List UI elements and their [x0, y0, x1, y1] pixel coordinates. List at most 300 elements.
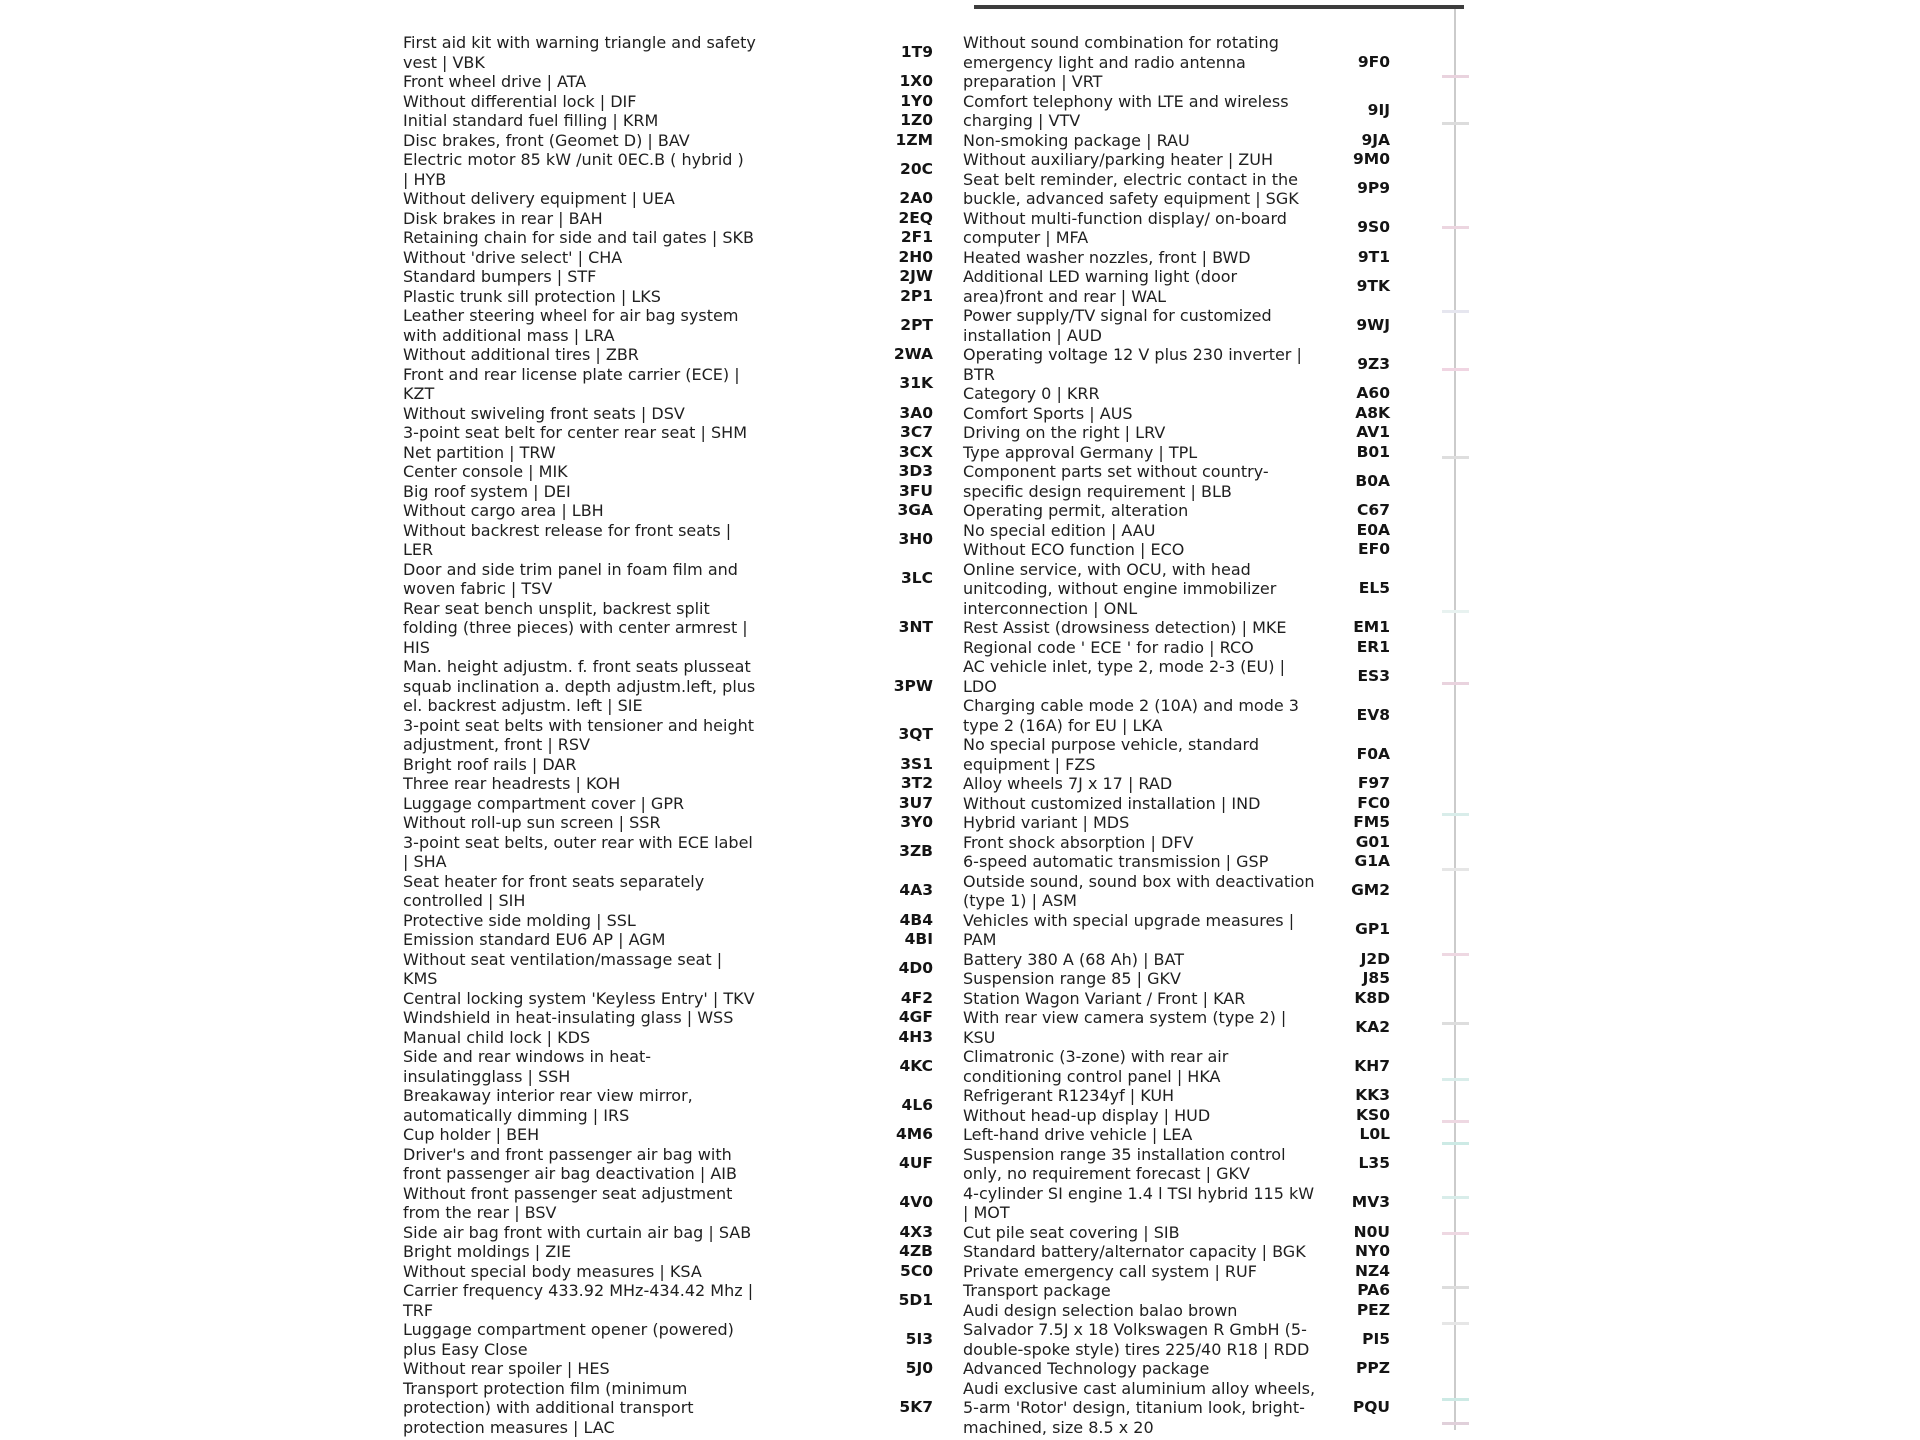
option-description-line: woven fabric | TSV	[403, 579, 553, 598]
option-description-line: Manual child lock | KDS	[403, 1027, 591, 1047]
option-code: KK3	[1355, 1086, 1390, 1104]
option-code: 5D1	[898, 1290, 933, 1309]
option-description-line: Power supply/TV signal for customized	[963, 306, 1272, 325]
option-description	[403, 150, 887, 189]
option-description-line: Standard battery/alternator capacity | BGK	[963, 1242, 1306, 1261]
option-description-line: | MOT	[963, 1203, 1010, 1222]
option-description-line: Protective side molding | SSL	[403, 910, 636, 930]
option-description	[963, 1145, 1351, 1184]
option-description-line: Audi exclusive cast aluminium alloy wheels,	[963, 1378, 1316, 1398]
option-description	[403, 131, 887, 151]
option-row	[403, 72, 933, 92]
option-description	[963, 1086, 1351, 1106]
option-code: 20C	[900, 159, 933, 178]
option-description-line: Man. height adjustm. f. front seats plusseat	[403, 657, 751, 676]
option-description-line: Component parts set without country-	[963, 462, 1269, 481]
option-code: K8D	[1354, 988, 1390, 1007]
option-code: F97	[1357, 774, 1390, 792]
option-row	[963, 1359, 1390, 1379]
option-description-line: Heated washer nozzles, front | BWD	[963, 247, 1251, 267]
option-description-line: Seat belt reminder, electric contact in the	[963, 169, 1298, 189]
option-description-line: LER	[403, 540, 434, 559]
option-description	[403, 1242, 887, 1262]
option-description-line: Without cargo area | LBH	[403, 501, 604, 520]
option-description-line: No special edition | AAU	[963, 520, 1156, 540]
option-row	[963, 618, 1390, 638]
option-description	[403, 501, 887, 521]
option-row	[963, 423, 1390, 443]
option-description-line: Windshield in heat-insulating glass | WSS	[403, 1008, 734, 1027]
option-code: EF0	[1358, 540, 1390, 558]
option-row	[403, 482, 933, 502]
option-description-line: Operating voltage 12 V plus 230 inverter |	[963, 345, 1302, 364]
option-row	[963, 92, 1390, 131]
option-description-line: area)front and rear | WAL	[963, 286, 1167, 306]
option-description-line: adjustment, front | RSV	[403, 735, 591, 754]
option-code: 9WJ	[1356, 315, 1390, 334]
option-description-line: Cut pile seat covering | SIB	[963, 1222, 1180, 1242]
option-description-line: automatically dimming | IRS	[403, 1105, 630, 1125]
edge-tick	[1442, 1142, 1469, 1145]
option-code: AV1	[1356, 423, 1390, 441]
option-description	[963, 950, 1351, 970]
option-description-line: controlled | SIH	[403, 891, 526, 910]
option-code: 4M6	[896, 1125, 933, 1143]
option-description	[403, 813, 887, 833]
option-row	[963, 696, 1390, 735]
option-code: L0L	[1359, 1125, 1390, 1143]
option-row	[403, 716, 933, 755]
option-code: 3D3	[898, 462, 933, 480]
option-description	[963, 540, 1351, 560]
edge-tick	[1442, 868, 1469, 871]
option-row	[963, 794, 1390, 814]
option-description-line: Salvador 7.5J x 18 Volkswagen R GmbH (5-	[963, 1320, 1307, 1339]
option-description	[403, 1047, 887, 1086]
option-description	[963, 1223, 1351, 1243]
option-description-line: preparation | VRT	[963, 72, 1103, 91]
option-description	[403, 423, 887, 443]
option-row	[963, 462, 1390, 501]
option-description	[403, 950, 887, 989]
option-description-line: Hybrid variant | MDS	[963, 813, 1130, 832]
option-description-line: Alloy wheels 7J x 17 | RAD	[963, 774, 1173, 793]
option-description	[963, 852, 1351, 872]
option-code: EM1	[1353, 618, 1390, 636]
option-description-line: Operating permit, alteration	[963, 501, 1189, 520]
option-description-line: Left-hand drive vehicle | LEA	[963, 1125, 1193, 1144]
option-description-line: KZT	[403, 384, 435, 403]
option-description-line: Advanced Technology package	[963, 1359, 1210, 1378]
option-description	[403, 267, 887, 287]
option-description	[403, 443, 887, 463]
option-row	[403, 833, 933, 872]
option-description-line: el. backrest adjustm. left | SIE	[403, 696, 643, 715]
option-code: NZ4	[1355, 1261, 1390, 1280]
page-edge-line	[1454, 9, 1456, 1430]
option-description	[403, 911, 887, 931]
option-row	[403, 228, 933, 248]
option-description	[963, 813, 1351, 833]
option-description	[963, 969, 1351, 989]
option-description	[403, 33, 887, 72]
option-description-line: charging | VTV	[963, 111, 1081, 130]
option-code: 1X0	[899, 72, 933, 90]
option-description-line: 4-cylinder SI engine 1.4 l TSI hybrid 115 kW	[963, 1183, 1315, 1203]
option-description	[403, 716, 887, 755]
option-row	[963, 774, 1390, 794]
option-description-line: Front and rear license plate carrier (ECE) |	[403, 364, 740, 384]
option-description-line: Without head-up display | HUD	[963, 1105, 1211, 1125]
option-code: FM5	[1353, 813, 1390, 831]
option-description-line: Center console | MIK	[403, 462, 568, 481]
option-description-line: double-spoke style) tires 225/40 R18 | RDD	[963, 1339, 1310, 1359]
edge-tick	[1442, 1232, 1469, 1235]
option-description-line: Without 'drive select' | CHA	[403, 247, 623, 267]
option-description-line: Driver's and front passenger air bag with	[403, 1144, 732, 1164]
option-row	[403, 365, 933, 404]
option-row	[963, 1320, 1390, 1359]
option-description	[403, 1028, 887, 1048]
option-row	[963, 852, 1390, 872]
option-code: 3S1	[900, 754, 933, 773]
option-description-line: No special purpose vehicle, standard	[963, 735, 1259, 754]
option-code: 31K	[899, 374, 933, 393]
option-description-line: LDO	[963, 676, 997, 696]
option-description-line: Driving on the right | LRV	[963, 423, 1166, 442]
option-description	[963, 404, 1351, 424]
option-code: 9JA	[1361, 130, 1390, 149]
option-code: 4D0	[898, 959, 933, 978]
option-description-line: Bright roof rails | DAR	[403, 754, 577, 774]
option-code: KA2	[1355, 1017, 1390, 1036]
option-description	[403, 1125, 887, 1145]
option-row	[403, 443, 933, 463]
option-row	[403, 306, 933, 345]
option-description-line: Without additional tires | ZBR	[403, 345, 639, 364]
option-row	[403, 1262, 933, 1282]
option-description-line: specific design requirement | BLB	[963, 481, 1232, 501]
option-description	[963, 1125, 1351, 1145]
option-description	[403, 189, 887, 209]
option-code: L35	[1358, 1154, 1390, 1173]
option-description-line: Plastic trunk sill protection | LKS	[403, 286, 661, 306]
option-row	[963, 989, 1390, 1009]
option-code: 5C0	[900, 1261, 933, 1280]
option-code: 4ZB	[899, 1242, 933, 1260]
option-code: PA6	[1357, 1281, 1390, 1299]
option-code: 3PW	[893, 676, 933, 695]
option-description-line: With rear view camera system (type 2) |	[963, 1008, 1287, 1027]
option-row	[403, 755, 933, 775]
options-column-left	[403, 33, 933, 1437]
option-description-line: machined, size 8.5 x 20	[963, 1417, 1154, 1437]
option-description-line: Station Wagon Variant / Front | KAR	[963, 988, 1246, 1008]
option-description	[963, 92, 1351, 131]
option-code: 4GF	[898, 1008, 933, 1026]
option-description-line: Rear seat bench unsplit, backrest split	[403, 598, 710, 618]
option-description	[963, 1106, 1351, 1126]
option-code: 5I3	[905, 1329, 933, 1348]
option-code: 5J0	[905, 1359, 933, 1377]
option-description-line: Without multi-function display/ on-board	[963, 208, 1287, 228]
edge-tick	[1442, 1398, 1469, 1401]
option-row	[403, 501, 933, 521]
option-row	[403, 131, 933, 151]
option-description-line: Without sound combination for rotating	[963, 33, 1279, 52]
option-code: 2H0	[898, 247, 933, 266]
option-code: KH7	[1354, 1056, 1390, 1075]
option-description	[403, 1008, 887, 1028]
option-code: NY0	[1355, 1242, 1390, 1260]
option-row	[963, 345, 1390, 384]
option-description-line: Without customized installation | IND	[963, 793, 1261, 813]
option-description	[403, 1281, 887, 1320]
option-row	[403, 1223, 933, 1243]
option-row	[403, 92, 933, 112]
option-description-line: Vehicles with special upgrade measures |	[963, 910, 1295, 930]
option-description-line: folding (three pieces) with center armrest |	[403, 618, 748, 637]
option-row	[403, 1320, 933, 1359]
option-row	[403, 521, 933, 560]
option-description	[963, 33, 1351, 92]
option-description-line: Private emergency call system | RUF	[963, 1261, 1257, 1281]
option-description-line: Seat heater for front seats separately	[403, 871, 705, 891]
option-description	[403, 111, 887, 131]
option-description-line: Charging cable mode 2 (10A) and mode 3	[963, 696, 1299, 715]
option-code: PQU	[1352, 1398, 1390, 1416]
option-code: A60	[1356, 384, 1390, 402]
option-code: GM2	[1351, 881, 1390, 900]
option-code: C67	[1357, 501, 1390, 519]
option-row	[963, 1106, 1390, 1126]
option-code: GP1	[1355, 920, 1390, 939]
option-code: 9T1	[1357, 247, 1390, 266]
option-description-line: 3-point seat belts, outer rear with ECE label	[403, 832, 753, 852]
option-code: 3H0	[898, 530, 933, 549]
option-row	[963, 1184, 1390, 1223]
option-description-line: Three rear headrests | KOH	[403, 774, 621, 793]
option-description-line: Without rear spoiler | HES	[403, 1359, 610, 1378]
option-description-line: Type approval Germany | TPL	[963, 442, 1198, 462]
option-row	[403, 989, 933, 1009]
option-description-line: type 2 (16A) for EU | LKA	[963, 715, 1163, 735]
option-description-line: Without differential lock | DIF	[403, 91, 637, 111]
option-description	[403, 1359, 887, 1379]
option-code: 1Z0	[900, 111, 933, 129]
option-row	[403, 1359, 933, 1379]
option-row	[403, 774, 933, 794]
option-description-line: Disk brakes in rear | BAH	[403, 208, 603, 228]
option-row	[963, 209, 1390, 248]
option-row	[403, 345, 933, 365]
option-row	[403, 1242, 933, 1262]
option-description	[963, 989, 1351, 1009]
option-code: 3C7	[900, 423, 933, 441]
option-row	[403, 1379, 933, 1438]
option-description-line: Luggage compartment cover | GPR	[403, 793, 685, 813]
option-description	[403, 560, 887, 599]
option-description-line: Without ECO function | ECO	[963, 540, 1185, 559]
option-description	[403, 248, 887, 268]
option-row	[963, 1008, 1390, 1047]
option-code: 9F0	[1357, 52, 1390, 71]
option-row	[963, 1242, 1390, 1262]
option-code: 4L6	[901, 1095, 933, 1114]
option-row	[403, 248, 933, 268]
option-description-line: Transport package	[963, 1281, 1111, 1300]
option-code: F0A	[1356, 744, 1390, 763]
option-code: E0A	[1356, 520, 1390, 539]
option-description-line: Carrier frequency 433.92 MHz-434.42 Mhz |	[403, 1281, 754, 1300]
option-code: 2A0	[899, 189, 933, 207]
top-rule	[974, 5, 1464, 9]
option-description-line: Emission standard EU6 AP | AGM	[403, 930, 666, 949]
option-description	[403, 872, 887, 911]
option-row	[963, 1047, 1390, 1086]
option-description	[963, 1379, 1351, 1438]
option-row	[403, 33, 933, 72]
option-description-line: vest | VBK	[403, 52, 485, 72]
option-code: 3T2	[900, 774, 933, 792]
option-row	[963, 911, 1390, 950]
option-row	[403, 872, 933, 911]
option-description-line: installation | AUD	[963, 325, 1102, 345]
option-description-line: emergency light and radio antenna	[963, 52, 1246, 72]
option-code: 4F2	[900, 988, 933, 1007]
option-row	[403, 111, 933, 131]
option-code: 3FU	[899, 481, 933, 500]
option-row	[963, 872, 1390, 911]
option-description-line: Without seat ventilation/massage seat |	[403, 949, 723, 969]
option-row	[963, 1301, 1390, 1321]
option-description	[963, 774, 1351, 794]
option-description-line: Front wheel drive | ATA	[403, 72, 587, 91]
option-row	[963, 1086, 1390, 1106]
option-row	[963, 443, 1390, 463]
option-description	[963, 911, 1351, 950]
option-description-line: Category 0 | KRR	[963, 384, 1100, 403]
option-row	[963, 384, 1390, 404]
option-row	[403, 599, 933, 658]
option-description-line: Online service, with OCU, with head	[963, 559, 1251, 579]
option-description-line: Outside sound, sound box with deactivation	[963, 871, 1315, 891]
option-row	[403, 404, 933, 424]
option-description-line: 6-speed automatic transmission | GSP	[963, 852, 1269, 871]
option-code: 4X3	[899, 1222, 933, 1241]
option-description	[403, 774, 887, 794]
option-description-line: Front shock absorption | DFV	[963, 832, 1194, 852]
option-description-line: Without front passenger seat adjustment	[403, 1183, 733, 1203]
option-description-line: with additional mass | LRA	[403, 325, 615, 345]
option-row	[963, 969, 1390, 989]
option-code: EL5	[1358, 579, 1390, 597]
edge-tick	[1442, 122, 1469, 125]
option-description-line: Standard bumpers | STF	[403, 267, 597, 286]
option-code: 3CX	[898, 442, 933, 461]
option-description-line: Regional code ' ECE ' for radio | RCO	[963, 637, 1254, 657]
option-code: 3U7	[898, 793, 933, 812]
option-description-line: Retaining chain for side and tail gates | SKB	[403, 228, 754, 247]
edge-tick	[1442, 1196, 1469, 1199]
option-description	[403, 1320, 887, 1359]
option-row	[963, 131, 1390, 151]
option-description-line: Luggage compartment opener (powered)	[403, 1320, 734, 1339]
option-row	[963, 540, 1390, 560]
option-description	[963, 872, 1351, 911]
option-description	[403, 794, 887, 814]
option-description	[963, 1184, 1351, 1223]
option-row	[403, 1145, 933, 1184]
option-row	[403, 1008, 933, 1028]
option-description-line: Additional LED warning light (door	[963, 267, 1238, 286]
edge-tick	[1442, 75, 1469, 78]
option-code: B0A	[1355, 471, 1390, 490]
option-row	[963, 833, 1390, 853]
option-description	[403, 989, 887, 1009]
option-row	[403, 813, 933, 833]
option-description	[963, 833, 1351, 853]
option-row	[403, 911, 933, 931]
option-code: 1Y0	[900, 91, 933, 110]
option-description-line: interconnection | ONL	[963, 598, 1138, 618]
option-code: 5K7	[899, 1398, 933, 1416]
option-description-line: Cup holder | BEH	[403, 1125, 540, 1144]
option-row	[403, 1125, 933, 1145]
option-code: KS0	[1356, 1105, 1390, 1124]
edge-tick	[1442, 610, 1469, 613]
option-description	[963, 1320, 1351, 1359]
option-row	[403, 1028, 933, 1048]
option-row	[403, 423, 933, 443]
option-description-line: Climatronic (3-zone) with rear air	[963, 1047, 1229, 1066]
option-code: J2D	[1360, 949, 1390, 968]
option-row	[963, 404, 1390, 424]
option-code: 4A3	[899, 881, 933, 900]
option-description-line: Without delivery equipment | UEA	[403, 189, 675, 208]
option-description	[963, 1047, 1351, 1086]
option-description-line: Audi design selection balao brown	[963, 1300, 1238, 1320]
option-description	[403, 365, 887, 404]
option-description-line: Bright moldings | ZIE	[403, 1242, 572, 1261]
option-description	[963, 618, 1351, 638]
option-description	[403, 72, 887, 92]
option-description	[963, 443, 1351, 463]
option-row	[403, 287, 933, 307]
option-code: 9IJ	[1367, 101, 1390, 120]
option-description-line: 3-point seat belts with tensioner and height	[403, 715, 755, 735]
option-description	[963, 131, 1351, 151]
option-row	[403, 267, 933, 287]
option-row	[963, 1262, 1390, 1282]
option-row	[963, 1223, 1390, 1243]
option-row	[403, 209, 933, 229]
option-description-line: Non-smoking package | RAU	[963, 130, 1190, 150]
option-description-line: Without auxiliary/parking heater | ZUH	[963, 150, 1273, 169]
option-code: 2JW	[899, 267, 933, 285]
option-description	[403, 287, 887, 307]
option-code: 3NT	[898, 618, 933, 636]
option-description	[963, 1262, 1351, 1282]
option-row	[963, 560, 1390, 619]
option-description	[963, 501, 1351, 521]
option-row	[403, 1281, 933, 1320]
option-row	[963, 735, 1390, 774]
option-description	[403, 930, 887, 950]
option-description-line: Net partition | TRW	[403, 442, 556, 462]
option-description	[963, 521, 1351, 541]
option-code: 2P1	[900, 286, 933, 305]
